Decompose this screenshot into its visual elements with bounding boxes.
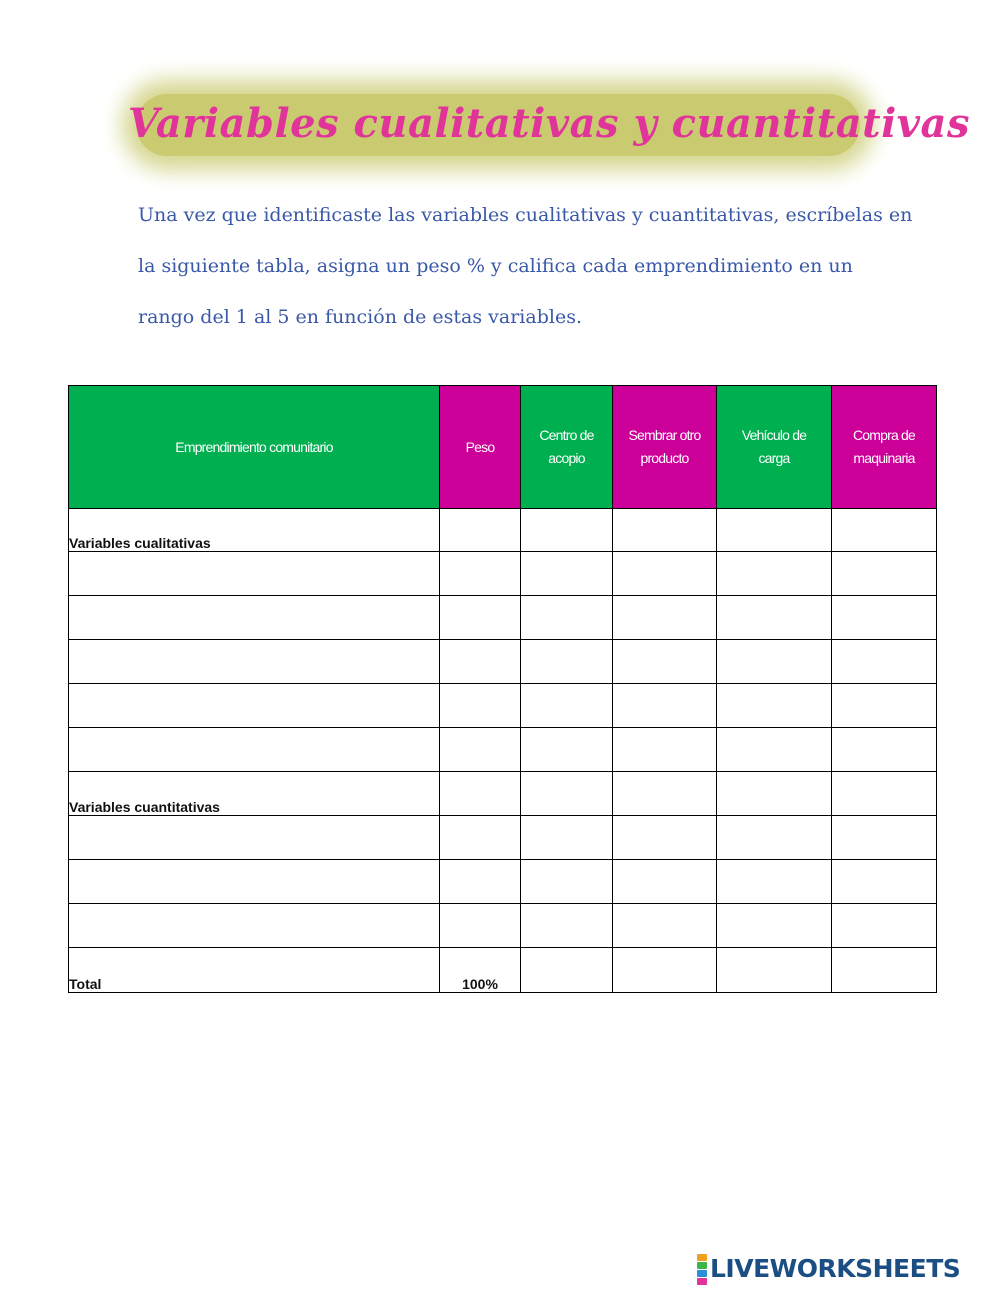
logo-block-v [697,1270,707,1277]
table-cell[interactable] [440,552,521,596]
total-label: Total [69,948,440,993]
table-cell[interactable] [69,904,440,948]
table-cell[interactable] [69,684,440,728]
table-cell[interactable] [717,509,832,552]
table-cell[interactable] [717,904,832,948]
section-label-quantitative: Variables cuantitativas [69,772,440,816]
header-label: Vehículo de [741,427,807,443]
table-cell[interactable] [69,640,440,684]
table-cell[interactable] [717,640,832,684]
table-cell[interactable] [440,596,521,640]
header-label: acopio [548,450,585,466]
table-cell[interactable] [832,904,937,948]
section-row-quantitative [69,772,937,816]
table-cell[interactable] [440,904,521,948]
table-cell[interactable] [69,596,440,640]
table-cell[interactable] [613,728,717,772]
header-label: producto [640,450,689,466]
table-cell[interactable] [521,509,613,552]
table-row [69,816,937,860]
table-cell[interactable] [832,772,937,816]
table-cell[interactable] [613,772,717,816]
header-label: Peso [465,438,495,455]
table-cell[interactable] [717,684,832,728]
header-label: maquinaria [853,450,915,466]
table-cell[interactable] [613,552,717,596]
instructions [138,190,913,343]
table-cell[interactable] [717,728,832,772]
table-cell[interactable] [440,684,521,728]
table-cell[interactable] [613,816,717,860]
table-header-row [69,386,937,509]
table-cell[interactable] [613,640,717,684]
table-row [69,640,937,684]
section-label-qualitative: Variables cualitativas [69,509,440,552]
title-banner [128,84,970,166]
table-cell[interactable] [613,948,717,993]
liveworksheets-logo-icon [697,1254,707,1285]
table-cell[interactable] [832,816,937,860]
table-cell[interactable] [832,640,937,684]
table-cell[interactable] [440,772,521,816]
table-cell[interactable] [613,684,717,728]
table-cell[interactable] [832,509,937,552]
table-cell[interactable] [717,552,832,596]
table-row [69,728,937,772]
logo-block-e [697,1278,707,1285]
header-sembrar-otro-producto [613,386,717,509]
instructions-line-3: rango del 1 al 5 en función de estas variables. [138,306,582,328]
table-cell[interactable] [832,728,937,772]
table-cell[interactable] [440,728,521,772]
header-label: Emprendimiento comunitario [175,438,333,455]
table-cell[interactable] [832,552,937,596]
header-label: carga [758,450,790,466]
table-cell[interactable] [717,948,832,993]
table-cell[interactable] [717,816,832,860]
table-cell[interactable] [613,860,717,904]
table-cell[interactable] [832,596,937,640]
table-cell[interactable] [521,728,613,772]
header-compra-de-maquinaria [832,386,937,509]
header-peso [440,386,521,509]
table-cell[interactable] [521,684,613,728]
table-cell[interactable] [521,552,613,596]
header-label: Sembrar otro [628,427,701,443]
total-row [69,948,937,993]
page-title: Variables cualitativas y cuantitativas [128,100,970,147]
logo-block-i [697,1262,707,1269]
instructions-line-1: Una vez que identificaste las variables cualitativas y cuantitativas, escríbelas en [138,204,913,226]
table-cell[interactable] [69,860,440,904]
table-cell[interactable] [613,596,717,640]
table-cell[interactable] [613,509,717,552]
table-cell[interactable] [440,640,521,684]
table-cell[interactable] [440,816,521,860]
evaluation-table [68,385,937,993]
header-vehiculo-de-carga [717,386,832,509]
table-cell[interactable] [521,948,613,993]
header-label: Compra de [852,427,916,443]
table-cell[interactable] [521,860,613,904]
header-emprendimiento [69,386,440,509]
instructions-line-2: la siguiente tabla, asigna un peso % y califica cada emprendimiento en un [138,255,853,277]
liveworksheets-brand [697,1253,960,1285]
header-centro-de-acopio [521,386,613,509]
table-cell[interactable] [613,904,717,948]
table-cell[interactable] [440,509,521,552]
table-cell[interactable] [440,860,521,904]
table-cell[interactable] [521,772,613,816]
table-row [69,596,937,640]
table-cell[interactable] [521,816,613,860]
table-cell[interactable] [717,860,832,904]
table-cell[interactable] [521,596,613,640]
table-cell[interactable] [832,684,937,728]
total-weight: 100% [440,948,521,993]
table-cell[interactable] [521,904,613,948]
table-cell[interactable] [717,596,832,640]
table-cell[interactable] [521,640,613,684]
table-cell[interactable] [717,772,832,816]
table-cell[interactable] [832,860,937,904]
table-row [69,552,937,596]
brand-name: LIVEWORKSHEETS [710,1254,961,1283]
table-row [69,684,937,728]
header-label: Centro de [539,427,594,443]
table-row [69,860,937,904]
table-cell[interactable] [832,948,937,993]
logo-block-l [697,1254,707,1261]
table-cell[interactable] [69,728,440,772]
section-row-qualitative [69,509,937,552]
table-cell[interactable] [69,552,440,596]
table-cell[interactable] [69,816,440,860]
table-row [69,904,937,948]
